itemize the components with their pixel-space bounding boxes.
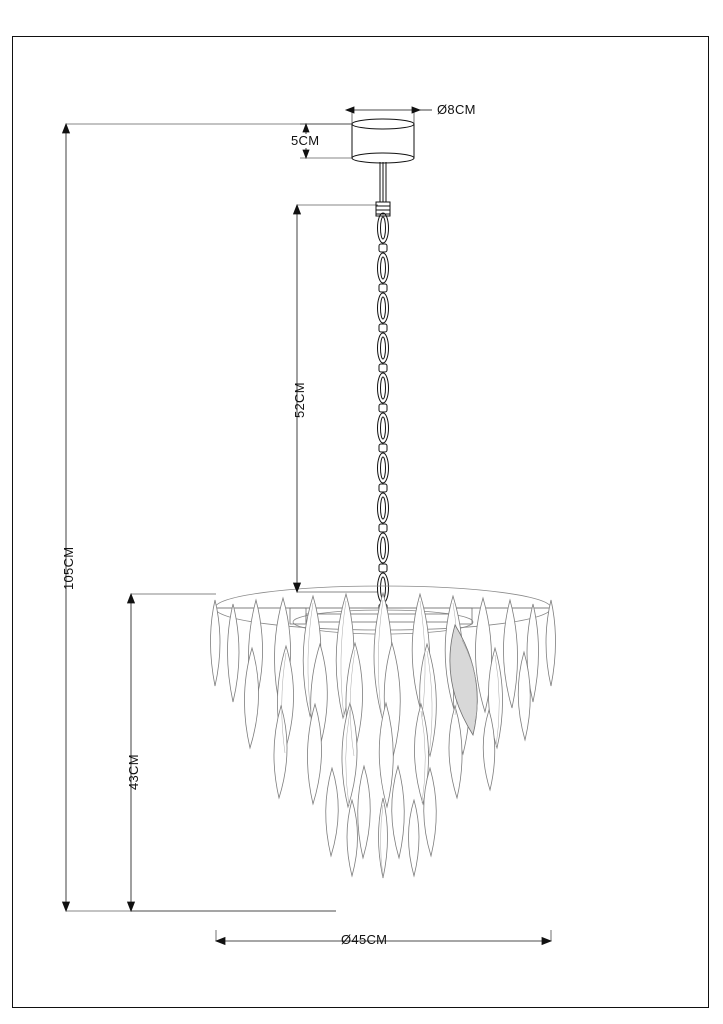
- dimension-label-total-height: 105CM: [61, 546, 76, 590]
- dimension-label-shade-height: 43CM: [126, 754, 141, 790]
- dimension-label-canopy-diameter: Ø8CM: [437, 102, 476, 117]
- dimension-label-canopy-height: 5CM: [291, 133, 320, 148]
- dimension-label-chain-length: 52CM: [292, 382, 307, 418]
- dimension-label-shade-diameter: Ø45CM: [341, 932, 388, 947]
